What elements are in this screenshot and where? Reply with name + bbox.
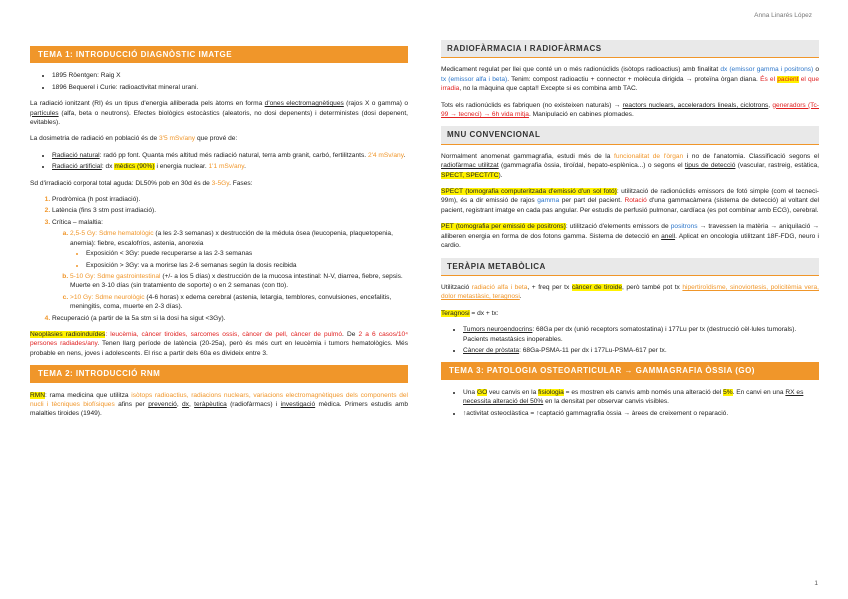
ri-paragraph: La radiació ionitzant (RI) és un tipus d'energia alliberada pels àtoms en forma d'ones electromagnètiques (rajos X o gamma) o partícules (alfa, beta o neutrons). Efectes biològics estocàstics (aleatoris, no dosi depenents) i deterministes (dosi depenent, evitables). [30,100,409,127]
list-item: 2. Latència (fins 3 stm post irradiació). [52,206,408,215]
right-column [441,34,819,425]
pet-paragraph: PET (tomografia per emissió de positrons): utilització d'elements emissors de positrons → travessen la matèria → aniquilació → alliberen energia en forma de dos fotons gamma. Sistema de detecció en anell. Aplicat en oncologia utilitzant 18F-FDG, neuro i cardio. [441,223,819,250]
list-item: • Exposición < 3Gy: puede recuperarse a las 2-3 semanas [86,249,408,258]
go-list [441,388,819,418]
teragnosi-paragraph: Teragnosi = dx + tx: [441,309,499,317]
spect-paragraph: SPECT (tomografia computeritzada d'emissió d'un sol fotó): utilització de radionúclids emissors de fotó simple (com el tecneci-99m), és a dir emissió de rajos gamma per part del pacient. Rotació d'una gammacàmera (sistema de detecció) al voltant del pacient, registrant imatge en cada pas angular. Per estudis de perfusió pulmonar, cardíaca (es pot combinar amb ECG), cerebral. [441,188,819,214]
terapia-heading: TERÀPIA METABÒLICA [441,258,819,276]
radionuclids-paragraph: Tots els radionúclids es fabriquen (no existeixen naturals) → reactors nuclears, acceleradors lineals, ciclotrons, generadors (Tc-99 → tecneci) → 6h vida mitja. Manipulació en cabines plomades. [441,101,819,119]
critical-sublist [52,229,408,311]
neoplasia-paragraph: Neoplàsies radioinduïdes: leucèmia, càncer tiroides, sarcomes ossis, càncer de pell, càncer de pulmó. De 2 a 6 casos/10⁴ persones radiades/any. Tenen llarg període de latència (20-25a), però és més curt en leucèmia i tumors hematològics. Més probable en nens, joves i adolescents. El risc a partir dels 60a es divideix entre 3. [30,330,409,357]
rmn-paragraph: RMN: rama medicina que utilitza isòtops radioactius, radiacions nuclears, variacions electromagnètiques dels components del nucli i tècniques biofísiques afins per prevenció, dx, teràpèutica (radiofàrmacs) i investigació mèdica. Primers estudis amb malalties tiroides (1949). [30,391,409,418]
list-item: • Radiació natural: radó pp font. Quanta més altitud més radiació natural, terra amb granit, carbó, fertilitzants. 2'4 mSv/any. [52,151,408,160]
list-item: 3. Crítica – malaltia: a. 2,5-5 Gy: Sdme hematològic (a les 2-3 semanas) x destrucción de la médula ósea (leucopenia, plaquetopenia, anemia): fiebre, escalofríos, astenia, anorexia • Exposición < 3Gy: puede recuperarse a las 2-3 semanas • Exposición > 3Gy: va a morirse las 2-6 semanas según la dosis recibida b. 5-10 Gy: Sdme gastrointestinal (+/- a los 5 días) x destrucción de la mucosa intestinal: N-V, diarrea, fiebre, sepsis. Muerte en 3-10 días (sin tratamiento de soporte) o en 2 semanas (con tto). c. >10 Gy: Sdme neurològic (4-6 horas) x edema cerebral (astenia, letargia, temblores, convulsiones, encefalitis, meningitis, coma, muerte en 2-3 días). [52,218,408,312]
list-item: • 1896 Bequerel i Curie: radioactivitat mineral urani. [52,83,408,92]
sd-paragraph: Sd d'irradiació corporal total aguda: DL50% pob en 30d és de 3-5Gy. Fases: [30,179,253,187]
list-item: b. 5-10 Gy: Sdme gastrointestinal (+/- a los 5 días) x destrucción de la mucosa intestinal: N-V, diarrea, fiebre, sepsis. Muerte en 3-10 días (sin tratamiento de soporte) o en 2 semanas (con tto). [70,272,408,291]
left-column [30,40,408,426]
list-item: • ↑activitat osteoclàstica = ↑captació gammagrafia òssia → àrees de creixement o reparació. [463,409,819,418]
tema3-heading: TEMA 3: PATOLOGIA OSTEOARTICULAR → GAMMAGRAFIA ÒSSIA (GO) [441,362,819,379]
mnu-heading: MNU CONVENCIONAL [441,126,819,144]
list-item: c. >10 Gy: Sdme neurològic (4-6 horas) x edema cerebral (astenia, letargia, temblores, convulsiones, encefalitis, meningitis, coma, muerte en 2-3 días). [70,293,408,312]
dose-paragraph: La dosimetria de radiació en població és de 3'5 mSv/any que prové de: [30,135,238,143]
list-item: 4. Recuperació (a partir de la 5a stm si la dosi ha sigut <3Gy). [52,314,408,323]
tema1-heading: TEMA 1: INTRODUCCIÓ DIAGNÒSTIC IMATGE [30,46,408,63]
exposure-list [70,249,408,270]
list-item: • Exposición > 3Gy: va a morirse las 2-6 semanas según la dosis recibida [86,261,408,270]
list-item: • 1895 Röentgen: Raig X [52,71,408,80]
history-list [30,71,408,92]
radiofarmacia-heading: RADIOFÀRMACIA I RADIOFÀRMACS [441,40,819,58]
tema2-heading: TEMA 2: INTRODUCCIÓ RNM [30,365,408,382]
radiation-sources-list [30,151,408,172]
author-header: Anna Linarés López [754,12,812,19]
list-item: • Càncer de pròstata: 68Ga-PSMA-11 per dx i 177Lu-PSMA-617 per tx. [463,346,819,355]
terapia-paragraph: Utilització radiació alfa i beta, + freq per tx càncer de tiroide, però també pot tx hipertiroïdisme, sinoviortesis, policitèmia vera, dolor metastàsic, teragnosi. [441,283,819,301]
mnu-paragraph: Normalment anomenat gammagrafia, estudi més de la funcionalitat de l'òrgan i no de l'anatomia. Classificació segons el radiofàrmac utilitzat (gammagrafia òssia, tiroïdal, hepato-esplènica...) o segons el tipus de detecció (vascular, rastreig, estàtica, SPECT, SPECT/TC). [441,152,819,179]
list-item: a. 2,5-5 Gy: Sdme hematològic (a les 2-3 semanas) x destrucción de la médula ósea (leucopenia, plaquetopenia, anemia): fiebre, escalofríos, astenia, anorexia • Exposición < 3Gy: puede recuperarse a las 2-3 semanas • Exposición > 3Gy: va a morirse las 2-6 semanas según la dosis recibida [70,229,408,270]
page-number: 1 [814,580,818,587]
list-item: • Tumors neuroendocrins: 68Ga per dx (unió receptors somatostatina) i 177Lu per tx (destrucció cèl·lules tumorals). Pacients metastàsics inoperables. [463,325,819,344]
list-item: • Una GO veu canvis en la fisiologia = es mostren els canvis amb només una alteració del 5%. En canvi en una RX es necessita alteració del 50% en la densitat per observar canvis visibles. [463,388,819,407]
phases-list [30,195,408,323]
list-item: • Radiació artificial: dx mèdics (90%) i energia nuclear. 1'1 mSv/any. [52,162,408,171]
list-item: 1. Prodròmica (h post irradiació). [52,195,408,204]
teragnosi-list [441,325,819,355]
radiofarmac-paragraph: Medicament regulat per llei que conté un o més radionúclids (isòtops radioactius) amb finalitat dx (emissor gamma i positrons) o tx (emissor alfa i beta). Tenim: compost radioactiu + connector + molècula dirigida → proteïna òrgan diana. És el pacient el que irradia, no la màquina que capta!! Excepte si es combina amb TAC. [441,66,820,93]
